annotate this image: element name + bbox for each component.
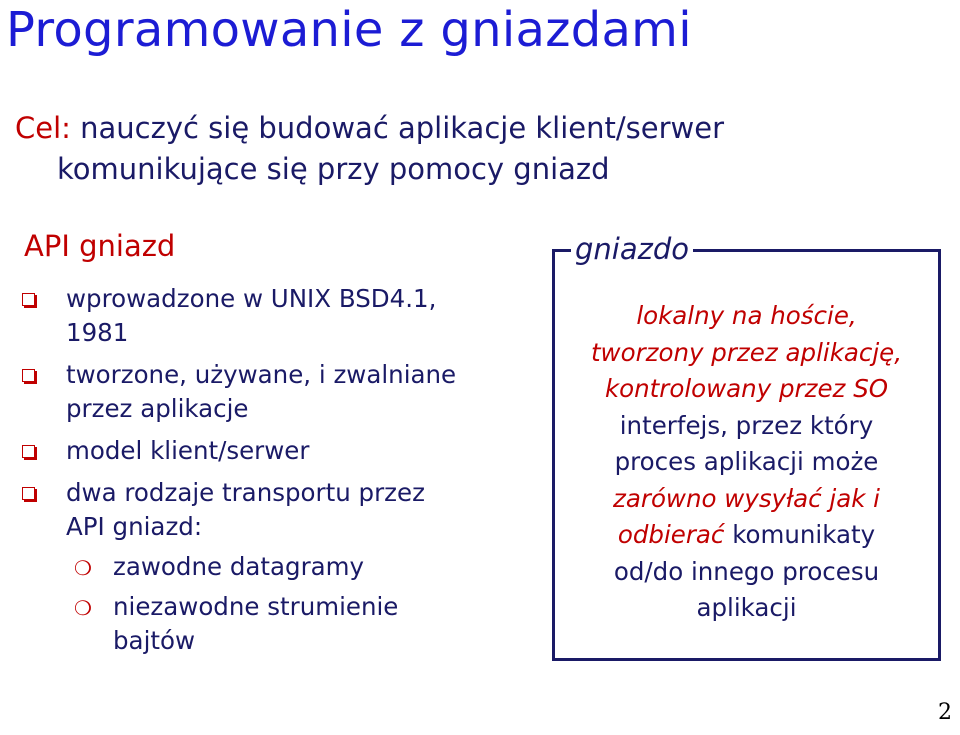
socket-desc-line: proces aplikacji może [614,447,879,476]
socket-def-line: lokalny na hoście, [636,301,857,330]
transport-sub-item [66,590,462,658]
goal-line2: komunikujące się przy pomocy gniazd [57,152,610,186]
circle-bullet-icon: ❍ [74,556,92,580]
socket-desc-line: interfejs, przez który [619,410,874,440]
socket-box-label: gniazdo [571,230,693,268]
socket-desc-line [555,517,938,554]
api-bullet-text: dwa rodzaje transportu przez API gniazd: [66,478,425,541]
api-bullet-item [22,282,462,350]
goal-statement [15,108,724,190]
goal-label: Cel: [15,111,71,145]
socket-desc-rest: komunikaty [732,520,876,549]
transport-sub-text: zawodne datagramy [113,552,365,581]
socket-def-line: kontrolowany przez SO [604,374,889,403]
socket-desc-line: aplikacji [696,593,797,622]
api-bullet-item [22,358,462,426]
circle-bullet-icon: ❍ [74,596,92,620]
api-bullet-item [22,476,462,658]
goal-line1: nauczyć się budować aplikacje klient/serwer [80,111,725,145]
transport-sub-item [66,550,462,584]
api-heading: API gniazd [24,229,176,263]
transport-sub-text: niezawodne strumienie bajtów [113,592,399,655]
square-bullet-icon [22,369,35,382]
api-bullet-item [22,434,462,468]
transport-sub-list [66,550,462,658]
square-bullet-icon [22,293,35,306]
socket-def-line: tworzony przez aplikację, [590,337,903,367]
socket-desc-emphasis: odbierać [617,520,725,549]
slide-number: 2 [938,700,952,725]
socket-desc-line: od/do innego procesu [613,556,880,586]
socket-definition-box [552,232,941,661]
socket-desc-line: zarówno wysyłać jak i [613,483,880,513]
socket-definition-text [555,298,938,627]
square-bullet-icon [22,487,35,500]
api-bullet-list [22,282,462,666]
square-bullet-icon [22,445,35,458]
slide-title: Programowanie z gniazdami [6,2,692,58]
api-bullet-text: tworzone, używane, i zwalniane przez aplikacje [66,360,457,423]
api-bullet-text: wprowadzone w UNIX BSD4.1, 1981 [66,284,437,347]
api-bullet-text: model klient/serwer [66,436,310,465]
